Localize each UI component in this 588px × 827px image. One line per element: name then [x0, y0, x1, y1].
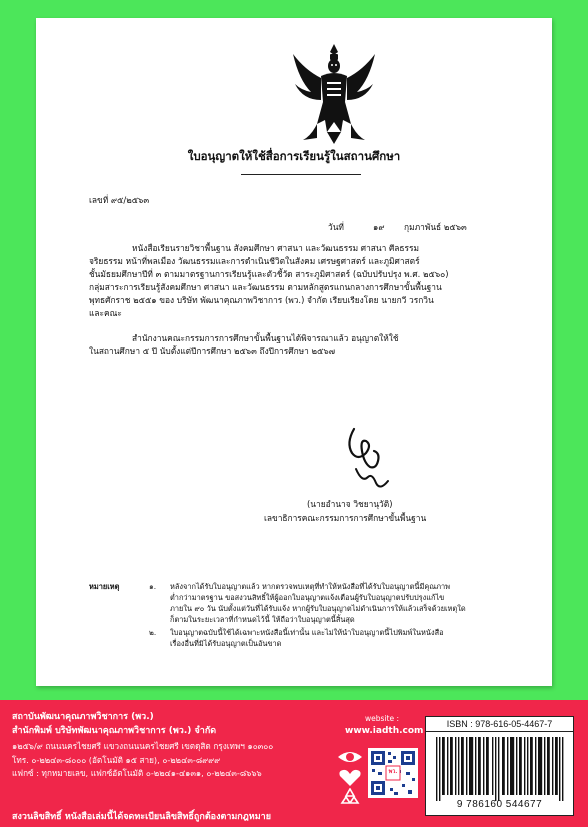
signer-name: (นายอำนาจ วิชยานุวัติ) — [307, 499, 393, 509]
document-title: ใบอนุญาตให้ใช้สื่อการเรียนรู้ในสถานศึกษา — [187, 149, 401, 163]
publisher-name: สำนักพิมพ์ บริษัทพัฒนาคุณภาพวิชาการ (พว.) จำกัด — [12, 726, 217, 736]
approval-line: สำนักงานคณะกรรมการการศึกษาขั้นพื้นฐานได้พิจารณาแล้ว อนุญาตให้ใช้ — [132, 333, 399, 343]
date-label: วันที่ — [328, 222, 344, 232]
isbn-label: ISBN : 978-616-05-4467-7 — [426, 717, 573, 732]
date-month-year: กุมภาพันธ์ ๒๕๖๓ — [404, 222, 467, 232]
qr-logo: พว. — [388, 769, 398, 775]
signature-icon — [336, 423, 406, 495]
barcode-icon — [434, 737, 565, 801]
approval-line: ในสถานศึกษา ๕ ปี นับตั้งแต่ปีการศึกษา ๒๕๖๓ ถึงปีการศึกษา ๒๕๖๗ — [89, 346, 335, 356]
note-line: ใบอนุญาตฉบับนี้ใช้ได้เฉพาะหนังสือนี้เท่านั้น และไม่ให้นำใบอนุญาตนี้ไปพิมพ์ในหนังสือ — [170, 628, 444, 637]
website-label: website : — [365, 714, 399, 723]
isbn-barcode-box — [425, 716, 574, 816]
body-line: พุทธศักราช ๒๕๕๑ ของ บริษัท พัฒนาคุณภาพวิชาการ (พว.) จำกัด เรียบเรียงโดย นายกวี วรกวิน — [89, 295, 434, 305]
date-day: ๑๙ — [373, 222, 385, 232]
qr-code[interactable] — [368, 748, 418, 798]
note-line: เรื่องอื่นที่มิได้รับอนุญาตเป็นอันขาด — [170, 639, 282, 648]
title-underline — [241, 174, 361, 175]
license-sheet — [36, 18, 552, 686]
body-line: จริยธรรม หน้าที่พลเมือง วัฒนธรรมและการดำเนินชีวิตในสังคม เศรษฐศาสตร์ และภูมิศาสตร์ — [89, 256, 420, 266]
eye-icon — [336, 748, 364, 766]
copyright-notice: สงวนลิขสิทธิ์ หนังสือเล่มนี้ได้จดทะเบียนลิขสิทธิ์ถูกต้องตามกฎหมาย — [12, 812, 271, 822]
isbn-digits: 9 786160 544677 — [456, 799, 543, 810]
publisher-address: ๑๒๕๖/๙ ถนนนครไชยศรี แขวงถนนนครไชยศรี เขตดุสิต กรุงเทพฯ ๑๐๓๐๐ — [12, 741, 274, 751]
signer-position: เลขาธิการคณะกรรมการการศึกษาขั้นพื้นฐาน — [264, 513, 427, 523]
recycle-icon — [339, 788, 361, 806]
heart-icon — [338, 769, 362, 787]
body-line: กลุ่มสาระการเรียนรู้สังคมศึกษา ศาสนา และวัฒนธรรม ตามหลักสูตรแกนกลางการศึกษาขั้นพื้นฐาน — [89, 282, 442, 292]
note-number: ๑. — [149, 582, 157, 591]
publisher-phone: โทร. ๐-๒๒๔๓-๘๐๐๐ (อัตโนมัติ ๑๕ สาย), ๐-๒๒๔๓-๘๙๙๙ — [12, 755, 221, 765]
note-line: ภายใน ๙๐ วัน นับตั้งแต่วันที่ได้รับแจ้ง หากผู้รับใบอนุญาตไม่ดำเนินการให้แล้วเสร็จด้วยเหตุใด — [170, 604, 466, 613]
note-line: ก็ตามในระยะเวลาที่กำหนดไว้นี้ ให้ถือว่าใบอนุญาตนี้สิ้นสุด — [170, 615, 355, 624]
body-line: ชั้นมัธยมศึกษาปีที่ ๓ ตามมาตรฐานการเรียนรู้และตัวชี้วัด สาระภูมิศาสตร์ (ฉบับปรับปรุง พ.ศ. ๒๕๖๐) — [89, 269, 449, 279]
note-line: ต่ำกว่ามาตรฐาน ขอสงวนสิทธิ์ให้ผู้ออกใบอนุญาตแจ้งเตือนผู้รับใบอนุญาตปรับปรุงแก้ไข — [170, 593, 445, 602]
body-line: และคณะ — [89, 308, 122, 318]
publisher-fax: แฟกซ์ : ทุกหมายเลข, แฟกซ์อัตโนมัติ ๐-๒๒๔๑-๔๑๓๑, ๐-๒๒๔๓-๘๖๖๖ — [12, 768, 262, 778]
notes-heading: หมายเหตุ — [89, 582, 120, 591]
body-line: หนังสือเรียนรายวิชาพื้นฐาน สังคมศึกษา ศาสนา และวัฒนธรรม ศาสนา ศีลธรรม — [132, 243, 420, 253]
license-number: เลขที่ ๙๕/๒๕๖๓ — [89, 195, 150, 205]
garuda-emblem-icon — [291, 40, 377, 146]
note-number: ๒. — [149, 628, 157, 637]
website-link[interactable]: www.iadth.com — [345, 726, 424, 736]
institute-name: สถาบันพัฒนาคุณภาพวิชาการ (พว.) — [12, 712, 154, 722]
note-line: หลังจากได้รับใบอนุญาตแล้ว หากตรวจพบเหตุที่ทำให้หนังสือที่ได้รับใบอนุญาตนี้มีคุณภาพ — [170, 582, 451, 591]
